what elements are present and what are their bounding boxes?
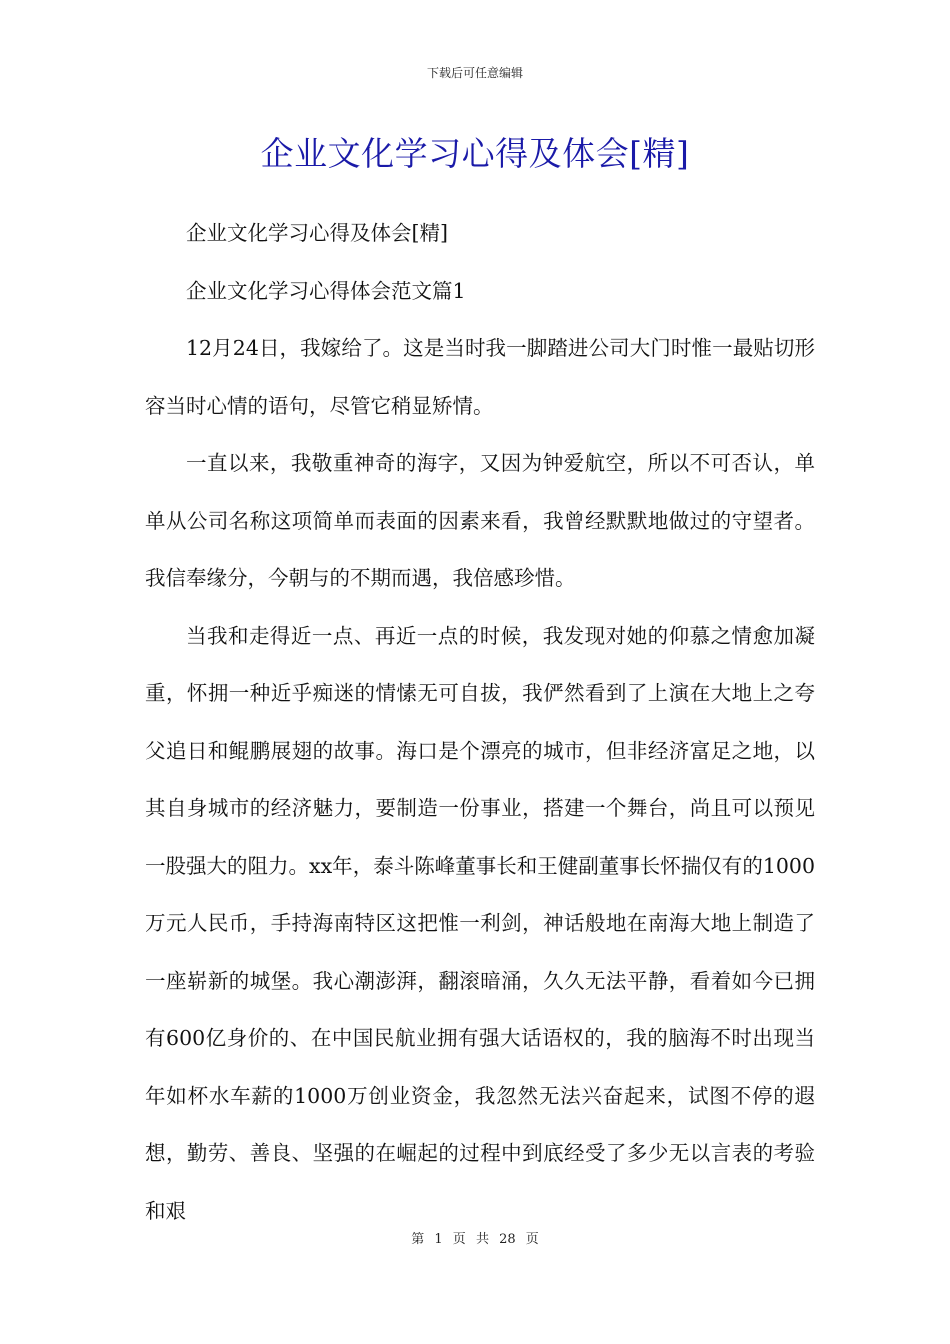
footer-current-page: 1 [434, 1232, 443, 1247]
document-title: 企业文化学习心得及体会[精] [260, 134, 690, 173]
paragraph: 一直以来，我敬重神奇的海字，又因为钟爱航空，所以不可否认，单单从公司名称这项简单而表面的因素来看，我曾经默默地做过的守望者。我信奉缘分，今朝与的不期而遇，我倍感珍惜。 [145, 451, 815, 590]
footer-label-page-unit: 页 [452, 1232, 466, 1247]
footer-label-total-unit: 页 [525, 1232, 539, 1247]
paragraph: 当我和走得近一点、再近一点的时候，我发现对她的仰慕之情愈加凝重，怀拥一种近乎痴迷的情愫无可自拔，我俨然看到了上演在大地上之夸父追日和鲲鹏展翅的故事。海口是个漂亮的城市，但非经济富足之地，以其自身城市的经济魅力，要制造一份事业，搭建一个舞台，尚且可以预见一股强大的阻力。xx年，泰斗陈峰董事长和王健副董事长怀揣仅有的1000万元人民币，手持海南特区这把惟一利剑，神话般地在南海大地上制造了一座崭新的城堡。我心潮澎湃，翻滚暗涌，久久无法平静，看着如今已拥有600亿身价的、在中国民航业拥有强大话语权的，我的脑海不时出现当年如杯水车薪的1000万创业资金，我忽然无法兴奋起来，试图不停的遐想，勤劳、善良、坚强的在崛起的过程中到底经受了多少无以言表的考验和艰 [145, 623, 815, 1223]
paragraph: 企业文化学习心得及体会[精] [186, 221, 448, 245]
footer-label-page: 第 [411, 1232, 425, 1247]
document-body [145, 205, 815, 1240]
header-note: 下载后可任意编辑 [426, 66, 523, 80]
footer-total-pages: 28 [499, 1232, 516, 1247]
page-footer [0, 1228, 950, 1247]
paragraph: 12月24日，我嫁给了。这是当时我一脚踏进公司大门时惟一最贴切形容当时心情的语句，尽管它稍显矫情。 [145, 336, 815, 418]
paragraph: 企业文化学习心得体会范文篇1 [186, 278, 466, 303]
footer-label-total: 共 [475, 1232, 489, 1247]
